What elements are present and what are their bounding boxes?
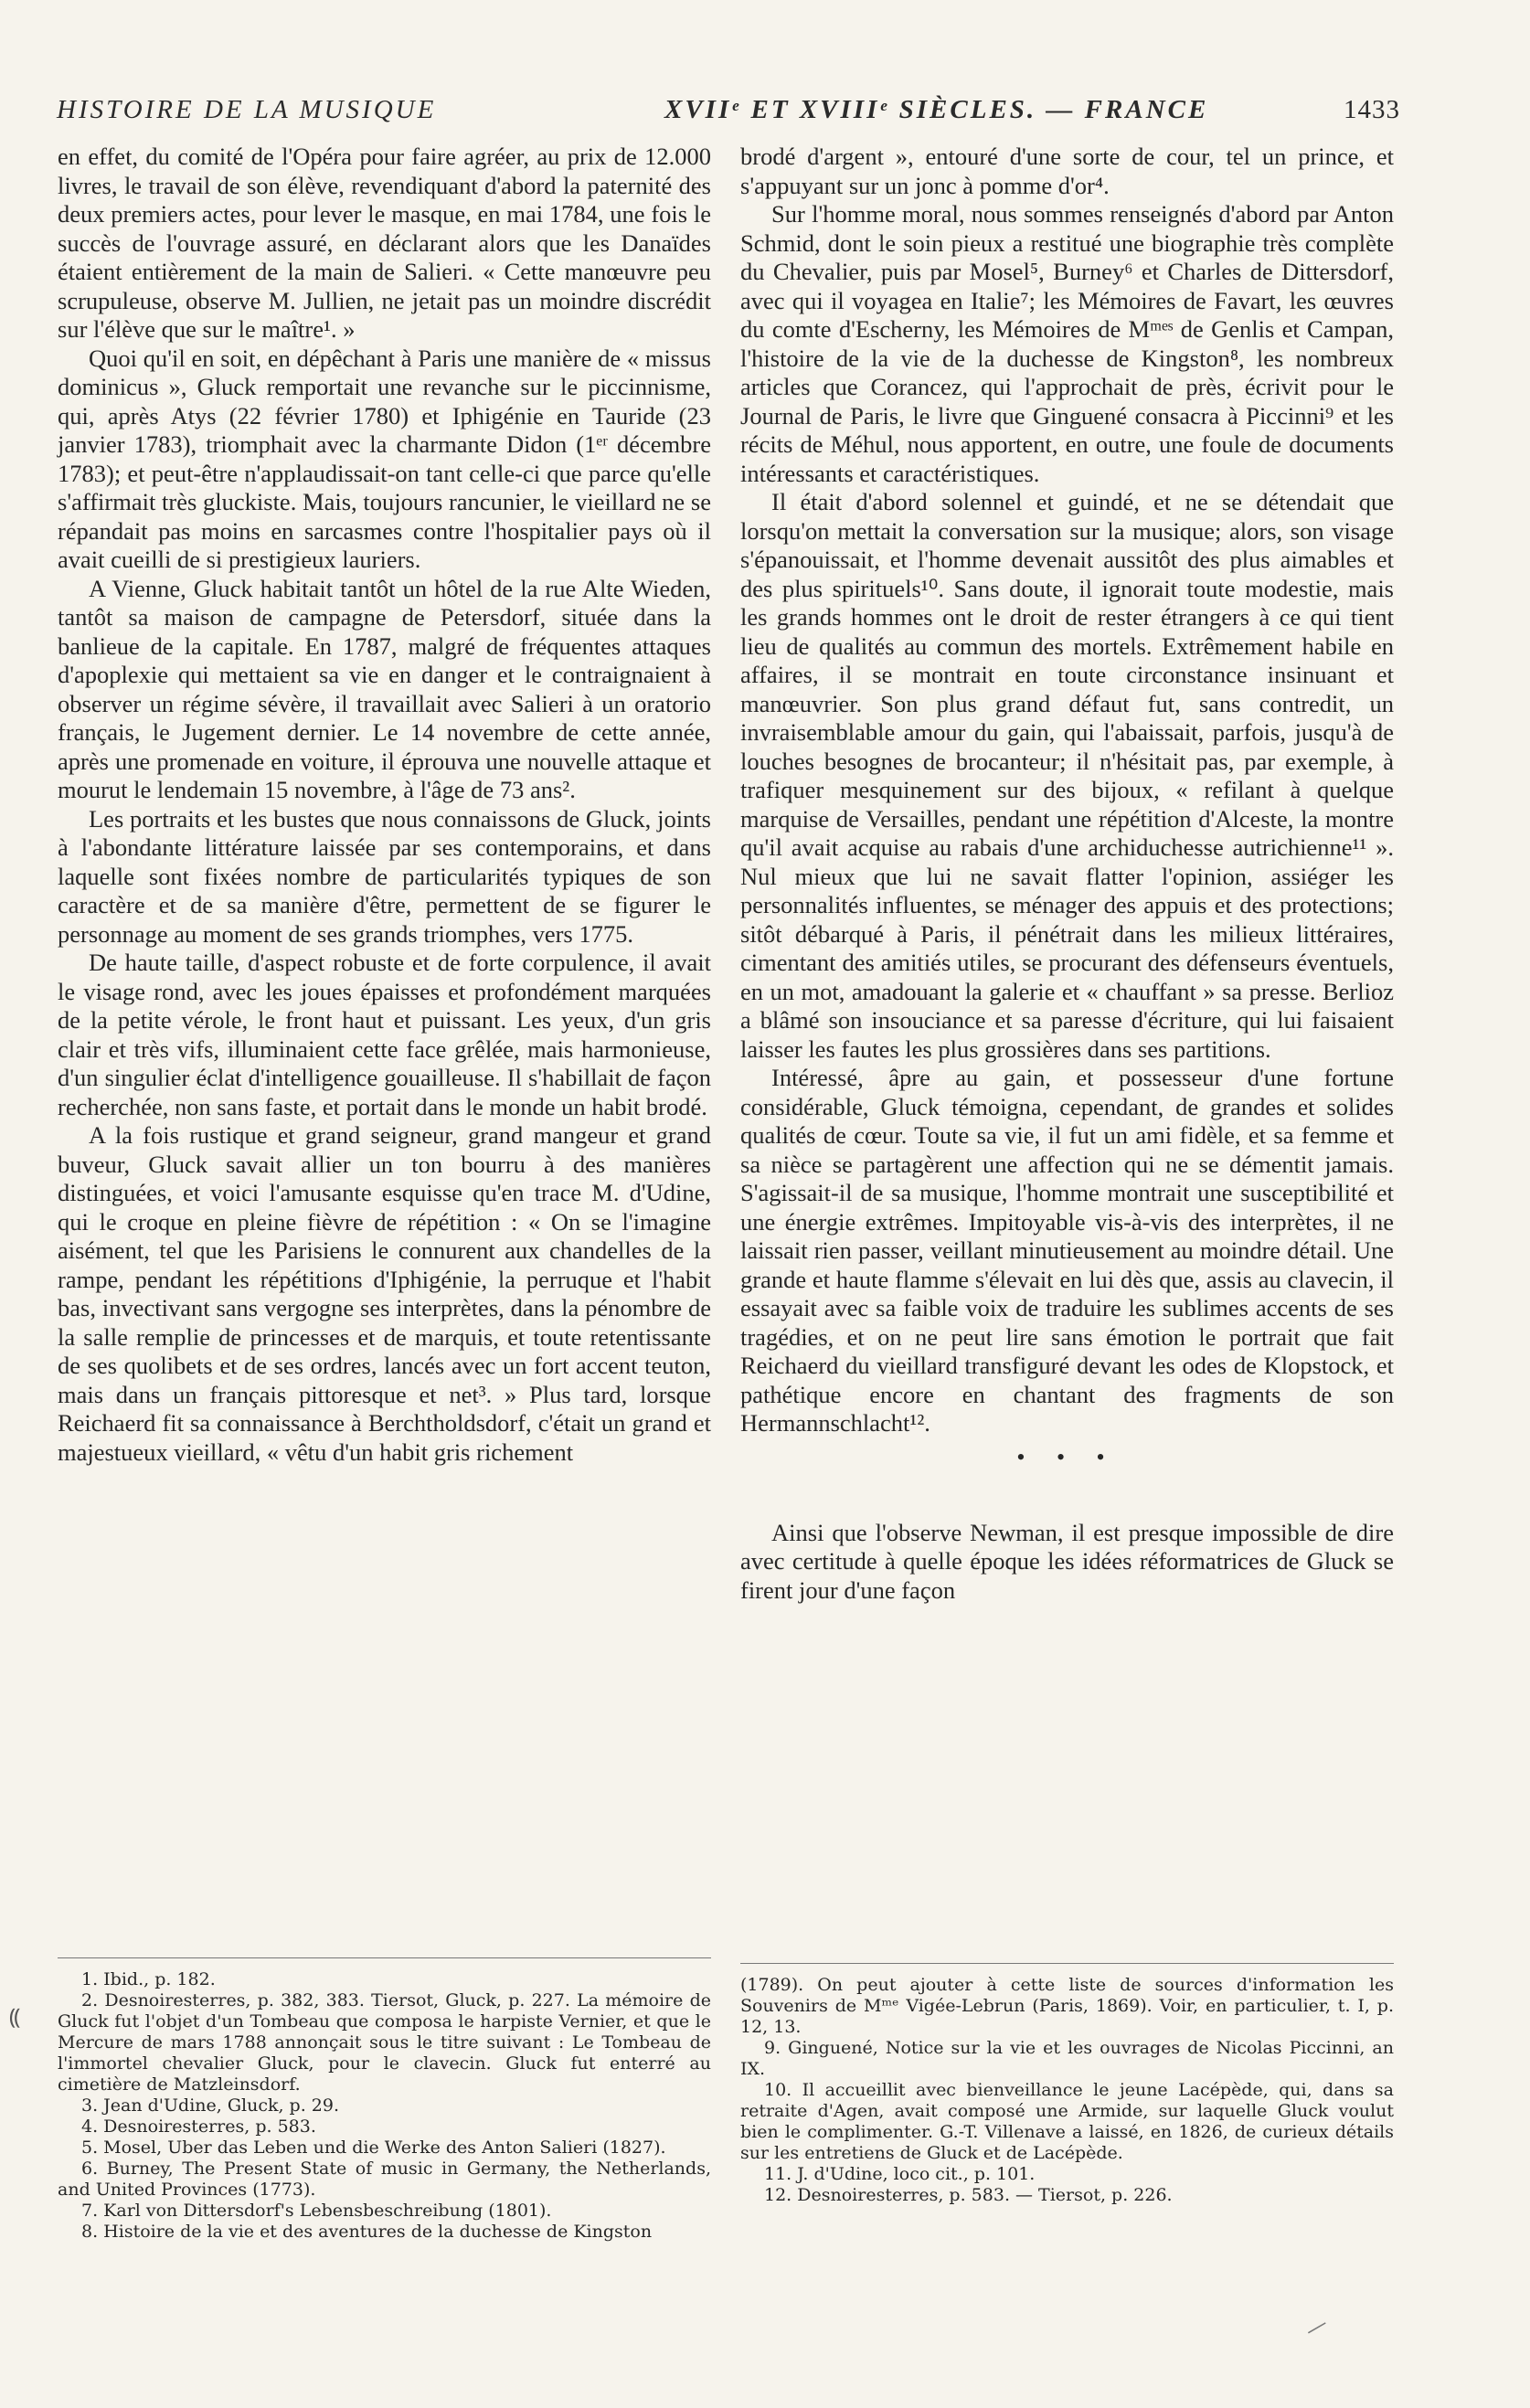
margin-mark-icon: ⸨ xyxy=(9,2004,21,2030)
footnote: 1. Ibid., p. 182. xyxy=(81,1969,216,1989)
header-left: HISTOIRE DE LA MUSIQUE xyxy=(57,95,437,124)
right-column xyxy=(740,143,1394,1605)
paragraph: en effet, du comité de l'Opéra pour faire agréer, au prix de 12.000 livres, le travail de son élève, revendiquant d'abord la paternité des deux premiers actes, pour lever le masque, en mai 1784, une fois le succès de l'ouvrage assuré, en déclarant alors que les Danaïdes étaient entièrement de la main de Salieri. « Cette manœuvre peu scrupuleuse, observe M. Jullien, ne jetait pas un moindre discrédit sur l'élève que sur le maître¹. » xyxy=(58,143,711,343)
page-number: 1433 xyxy=(1344,95,1400,124)
header-center: XVIIᵉ ET XVIIIᵉ SIÈCLES. — FRANCE xyxy=(664,95,1209,124)
footnote: 12. Desnoiresterres, p. 583. — Tiersot, p. 226. xyxy=(764,2185,1173,2205)
running-header xyxy=(57,91,1400,132)
paragraph: Intéressé, âpre au gain, et possesseur d'une fortune considérable, Gluck témoigna, cependant, de grandes et solides qualités de cœur. Toute sa vie, il fut un ami fidèle, et sa femme et sa nièce se partagèrent une affection qui ne se démentit jamais. S'agissait-il de sa musique, l'homme montrait une susceptibilité et une énergie extrêmes. Impitoyable vis-à-vis des interprètes, il ne laissait rien passer, veillant minutieusement au moindre détail. Une grande et haute flamme s'élevait en lui dès que, assis au clavecin, il essayait avec sa faible voix de traduire les sublimes accents de ses tragédies, et on ne peut lire sans émotion le portrait que fait Reichaerd du vieillard transfiguré devant les odes de Klopstock, et pathétique encore en chantant des fragments de son Hermannschlacht¹². xyxy=(740,1064,1394,1437)
paragraph: De haute taille, d'aspect robuste et de forte corpulence, il avait le visage rond, avec les joues épaisses et profondément marquées de la petite vérole, le front haut et puissant. Les yeux, d'un gris clair et très vifs, illuminaient cette face grêlée, mais harmonieuse, d'un singulier éclat d'intelligence gouailleuse. Il s'habillait de façon recherchée, non sans faste, et portait dans le monde un habit brodé. xyxy=(58,949,711,1120)
paragraph: Ainsi que l'observe Newman, il est presque impossible de dire avec certitude à quelle époque les idées réformatrices de Gluck se firent jour d'une façon xyxy=(740,1518,1394,1604)
section-separator: • • • xyxy=(1016,1443,1118,1470)
footnote: 9. Ginguené, Notice sur la vie et les ouvrages de Nicolas Piccinni, an IX. xyxy=(740,2038,1394,2079)
pencil-mark-icon: — xyxy=(1300,2309,1333,2344)
footnote: 2. Desnoiresterres, p. 382, 383. Tiersot, Gluck, p. 227. La mémoire de Gluck fut l'objet d'un Tombeau que composa le harpiste Vernier, et que le Mercure de mars 1788 annonçait sous le titre suivant : Le Tombeau de l'immortel chevalier Gluck, pour le clavecin. Gluck fut enterré au cimetière de Matzleinsdorf. xyxy=(58,1990,711,2095)
left-column xyxy=(58,143,711,1467)
right-footnotes xyxy=(740,1963,1394,2206)
paragraph: Sur l'homme moral, nous sommes renseignés d'abord par Anton Schmid, dont le soin pieux a restitué une biographie très complète du Chevalier, puis par Mosel⁵, Burney⁶ et Charles de Dittersdorf, avec qui il voyagea en Italie⁷; les Mémoires de Favart, les œuvres du comte d'Escherny, les Mémoires de Mᵐᵉˢ de Genlis et Campan, l'histoire de la vie de la duchesse de Kingston⁸, les nombreux articles que Corancez, qui l'approchait de près, écrivit pour le Journal de Paris, le livre que Ginguené consacra à Piccinni⁹ et les récits de Méhul, nous apportent, en outre, une foule de documents intéressants et caractéristiques. xyxy=(740,200,1394,487)
footnote: 3. Jean d'Udine, Gluck, p. 29. xyxy=(81,2095,340,2116)
footnote: 8. Histoire de la vie et des aventures de la duchesse de Kingston xyxy=(81,2222,653,2242)
paragraph: A Vienne, Gluck habitait tantôt un hôtel de la rue Alte Wieden, tantôt sa maison de campagne de Petersdorf, située dans la banlieue de la capitale. En 1787, malgré de fréquentes attaques d'apoplexie qui mettaient sa vie en danger et le contraignaient à observer un régime sévère, il travaillait avec Salieri à un oratorio français, le Jugement dernier. Le 14 novembre de cette année, après une promenade en voiture, il éprouva une nouvelle attaque et mourut le lendemain 15 novembre, à l'âge de 73 ans². xyxy=(58,574,711,803)
paragraph: A la fois rustique et grand seigneur, grand mangeur et grand buveur, Gluck savait allier un ton bourru à des manières distinguées, et voici l'amusante esquisse qu'en trace M. d'Udine, qui le croque en pleine fièvre de répétition : « On se l'imagine aisément, tel que les Parisiens le connurent aux chandelles de la rampe, pendant les répétitions d'Iphigénie, la perruque et l'habit bas, invectivant sans vergogne ses interprètes, dans la pénombre de la salle remplie de princesses et de marquis, et toute retentissante de ses quolibets et de ses ordres, lancés avec un fort accent teuton, mais dans un français pittoresque et net³. » Plus tard, lorsque Reichaerd fit sa connaissance à Berchtholdsdorf, c'était un grand et majestueux vieillard, « vêtu d'un habit gris richement xyxy=(58,1121,711,1466)
footnote: 5. Mosel, Uber das Leben und die Werke des Anton Salieri (1827). xyxy=(81,2137,666,2158)
footnote: 4. Desnoiresterres, p. 583. xyxy=(81,2116,316,2137)
paragraph: Les portraits et les bustes que nous connaissons de Gluck, joints à l'abondante littérature laissée par ses contemporains, et dans laquelle sont fixées nombre de particularités typiques de son caractère et de sa manière d'être, permettent de se figurer le personnage au moment de ses grands triomphes, vers 1775. xyxy=(58,804,711,948)
footnote: 7. Karl von Dittersdorf's Lebensbeschreibung (1801). xyxy=(81,2201,552,2221)
footnote: 10. Il accueillit avec bienveillance le jeune Lacépède, qui, dans sa retraite d'Agen, avait composé une Armide, sur laquelle Gluck voulut bien le complimenter. G.-T. Villenave a laissé, en 1826, de curieux détails sur les entretiens de Gluck et de Lacépède. xyxy=(740,2080,1394,2163)
footnote: 11. J. d'Udine, loco cit., p. 101. xyxy=(764,2164,1036,2184)
footnote: (1789). On peut ajouter à cette liste de sources d'information les Souvenirs de Mᵐᵉ Vigée-Lebrun (Paris, 1869). Voir, en particulier, t. I, p. 12, 13. xyxy=(740,1975,1394,2037)
paragraph: brodé d'argent », entouré d'une sorte de cour, tel un prince, et s'appuyant sur un jonc à pomme d'or⁴. xyxy=(740,143,1394,199)
left-footnotes xyxy=(58,1957,711,2243)
footnote: 6. Burney, The Present State of music in Germany, the Netherlands, and United Provinces (1773). xyxy=(58,2159,711,2200)
paragraph: Il était d'abord solennel et guindé, et ne se détendait que lorsqu'on mettait la conversation sur la musique; alors, son visage s'épanouissait, et l'homme devenait aussitôt des plus aimables et des plus spirituels¹⁰. Sans doute, il ignorait toute modestie, mais les grands hommes ont le droit de rester étrangers à ce qui tient lieu de qualités au commun des mortels. Extrêmement habile en affaires, il se montrait en toute circonstance insinuant et manœuvrier. Son plus grand défaut fut, sans contredit, un invraisemblable amour du gain, qui l'abaissait, parfois, jusqu'à de louches besognes de brocanteur; il n'hésitait pas, par exemple, à trafiquer mesquinement sur des bijoux, « refilant à quelque marquise de Versailles, pendant une répétition d'Alceste, la montre qu'il avait acquise au rabais d'une archiduchesse autrichienne¹¹ ». Nul mieux que lui ne savait flatter l'opinion, assiéger les personnalités influentes, se ménager des appuis et des protections; sitôt débarqué à Paris, il pénétrait dans les milieux littéraires, cimentant des amitiés utiles, se procurant des défenseurs éventuels, en un mot, amadouant la galerie et « chauffant » sa presse. Berlioz a blâmé son insouciance et sa paresse d'écriture, qui lui faisaient laisser les fautes les plus grossières dans ses partitions. xyxy=(740,488,1394,1063)
paragraph: Quoi qu'il en soit, en dépêchant à Paris une manière de « missus dominicus », Gluck remportait une revanche sur le piccinnisme, qui, après Atys (22 février 1780) et Iphigénie en Tauride (23 janvier 1783), triomphait avec la charmante Didon (1ᵉʳ décembre 1783); et peut-être n'applaudissait-on tant celle-ci que parce qu'elle s'affirmait très gluckiste. Mais, toujours rancunier, le vieillard ne se répandait pas moins en sarcasmes contre l'hospitalier pays où il avait cueilli de si prestigieux lauriers. xyxy=(58,344,711,573)
